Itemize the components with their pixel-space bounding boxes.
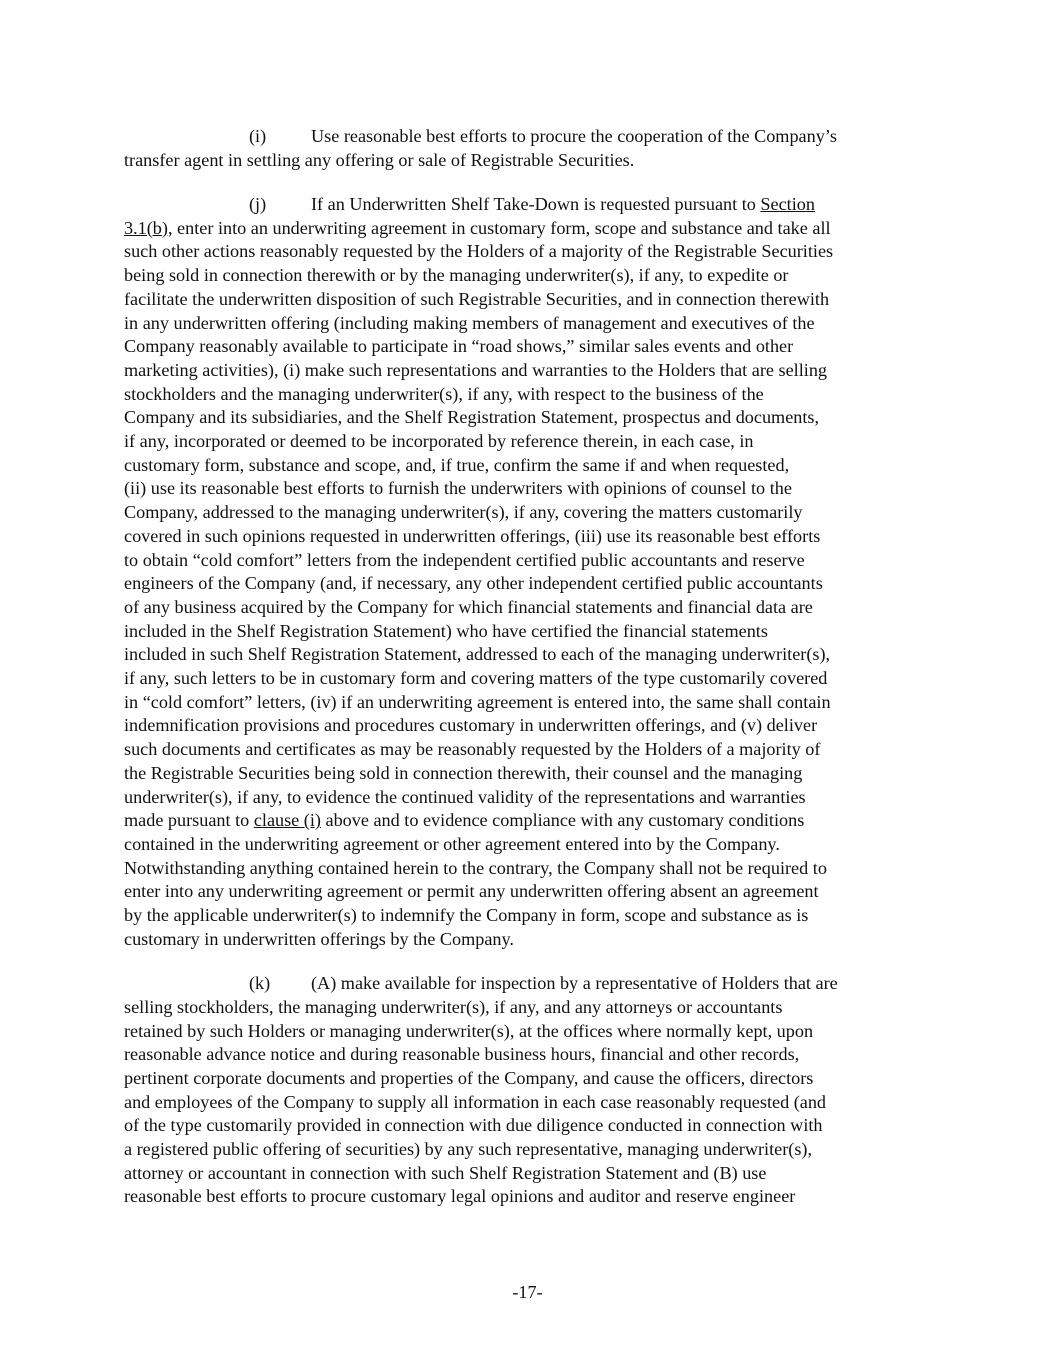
paragraph-j-lines [124, 240, 936, 809]
text-fragment: above and to evidence compliance with any customary conditions [320, 810, 805, 831]
page-number: -17- [512, 1282, 543, 1302]
text-line: customary in underwritten offerings by the Company. [124, 928, 514, 949]
text-line: transfer agent in settling any offering or sale of Registrable Securities. [124, 149, 635, 170]
text-line: in any underwritten offering (including making members of management and executives of the [124, 312, 815, 333]
text-line: of any business acquired by the Company for which financial statements and financial data are [124, 596, 813, 617]
text-line: pertinent corporate documents and properties of the Company, and cause the officers, directors [124, 1067, 814, 1088]
text-line: Company reasonably available to participate in “road shows,” similar sales events and other [124, 336, 794, 357]
paragraph-k-first-line [124, 972, 936, 996]
text-fragment: made pursuant to [124, 810, 254, 831]
text-line: to obtain “cold comfort” letters from the independent certified public accountants and reserve [124, 549, 805, 570]
text-fragment: , enter into an underwriting agreement in customary form, scope and substance and take all [167, 217, 831, 238]
text-line: indemnification provisions and procedures customary in underwritten offerings, and (v) deliver [124, 715, 818, 736]
text-line: customary form, substance and scope, and, if true, confirm the same if and when requested, [124, 454, 790, 475]
text-line: stockholders and the managing underwriter(s), if any, with respect to the business of the [124, 383, 764, 404]
text-line: of the type customarily provided in connection with due diligence conducted in connection with [124, 1115, 823, 1136]
text-line: (ii) use its reasonable best efforts to furnish the underwriters with opinions of counsel to the [124, 478, 792, 499]
enum-label: (i) [249, 126, 267, 146]
text-line: marketing activities), (i) make such representations and warranties to the Holders that are selling [124, 359, 828, 380]
text-line: in “cold comfort” letters, (iv) if an underwriting agreement is entered into, the same shall contain [124, 691, 831, 712]
text-line: if any, incorporated or deemed to be incorporated by reference therein, in each case, in [124, 431, 754, 452]
text-line: attorney or accountant in connection with such Shelf Registration Statement and (B) use [124, 1162, 767, 1183]
paragraph-j-tail-lines [124, 833, 936, 952]
text-line [124, 217, 936, 241]
section-reference-link[interactable]: Section [760, 194, 815, 214]
text-line: (A) make available for inspection by a representative of Holders that are [311, 973, 838, 994]
text-line: if any, such letters to be in customary form and covering matters of the type customarily covered [124, 668, 828, 689]
text-line: Company and its subsidiaries, and the Shelf Registration Statement, prospectus and documents, [124, 407, 820, 428]
text-line [124, 809, 936, 833]
text-line: selling stockholders, the managing underwriter(s), if any, and any attorneys or accountants [124, 996, 783, 1017]
text-line: Use reasonable best efforts to procure the cooperation of the Company’s [311, 126, 837, 146]
text-line: covered in such opinions requested in underwritten offerings, (iii) use its reasonable best efforts [124, 525, 821, 546]
text-line: facilitate the underwritten disposition of such Registrable Securities, and in connection therewith [124, 288, 830, 309]
enum-label: (j) [249, 194, 267, 214]
text-line: a registered public offering of securities) by any such representative, managing underwriter(s), [124, 1139, 813, 1160]
text-line: reasonable best efforts to procure customary legal opinions and auditor and reserve engineer [124, 1186, 796, 1207]
text-line: being sold in connection therewith or by the managing underwriter(s), if any, to expedite or [124, 265, 789, 286]
paragraph-k-lines [124, 996, 936, 1209]
clause-reference-link[interactable]: clause (i) [253, 810, 321, 831]
text-line: by the applicable underwriter(s) to indemnify the Company in form, scope and substance as is [124, 905, 809, 926]
text-line: such documents and certificates as may be reasonably requested by the Holders of a majority of [124, 739, 821, 760]
text-line: reasonable advance notice and during reasonable business hours, financial and other records, [124, 1044, 800, 1065]
text-line: included in such Shelf Registration Statement, addressed to each of the managing underwriter(s), [124, 644, 831, 665]
enum-label: (k) [249, 973, 271, 994]
section-reference-link[interactable]: 3.1(b) [124, 217, 168, 238]
text-line: contained in the underwriting agreement or other agreement entered into by the Company. [124, 833, 780, 854]
text-line: engineers of the Company (and, if necessary, any other independent certified public accountants [124, 573, 823, 594]
paragraph-i [124, 125, 936, 172]
text-line: such other actions reasonably requested by the Holders of a majority of the Registrable Securities [124, 241, 834, 262]
text-line: retained by such Holders or managing underwriter(s), at the offices where normally kept, upon [124, 1020, 814, 1041]
paragraph-i-first-line [124, 125, 936, 149]
document-body [124, 125, 936, 1230]
paragraph-k [124, 972, 936, 1209]
text-line: Notwithstanding anything contained herein to the contrary, the Company shall not be required to [124, 857, 827, 878]
text-line: and employees of the Company to supply all information in each case reasonably requested (and [124, 1091, 827, 1112]
text-line: underwriter(s), if any, to evidence the continued validity of the representations and warranties [124, 786, 806, 807]
text-line: Company, addressed to the managing underwriter(s), if any, covering the matters customarily [124, 502, 803, 523]
paragraph-j-first-line [124, 193, 936, 217]
text-line: enter into any underwriting agreement or permit any underwritten offering absent an agreement [124, 881, 819, 902]
text-line: included in the Shelf Registration Statement) who have certified the financial statements [124, 620, 768, 641]
text-fragment: If an Underwritten Shelf Take-Down is requested pursuant to [311, 194, 761, 214]
paragraph-j [124, 193, 936, 952]
text-line: the Registrable Securities being sold in connection therewith, their counsel and the managing [124, 762, 803, 783]
